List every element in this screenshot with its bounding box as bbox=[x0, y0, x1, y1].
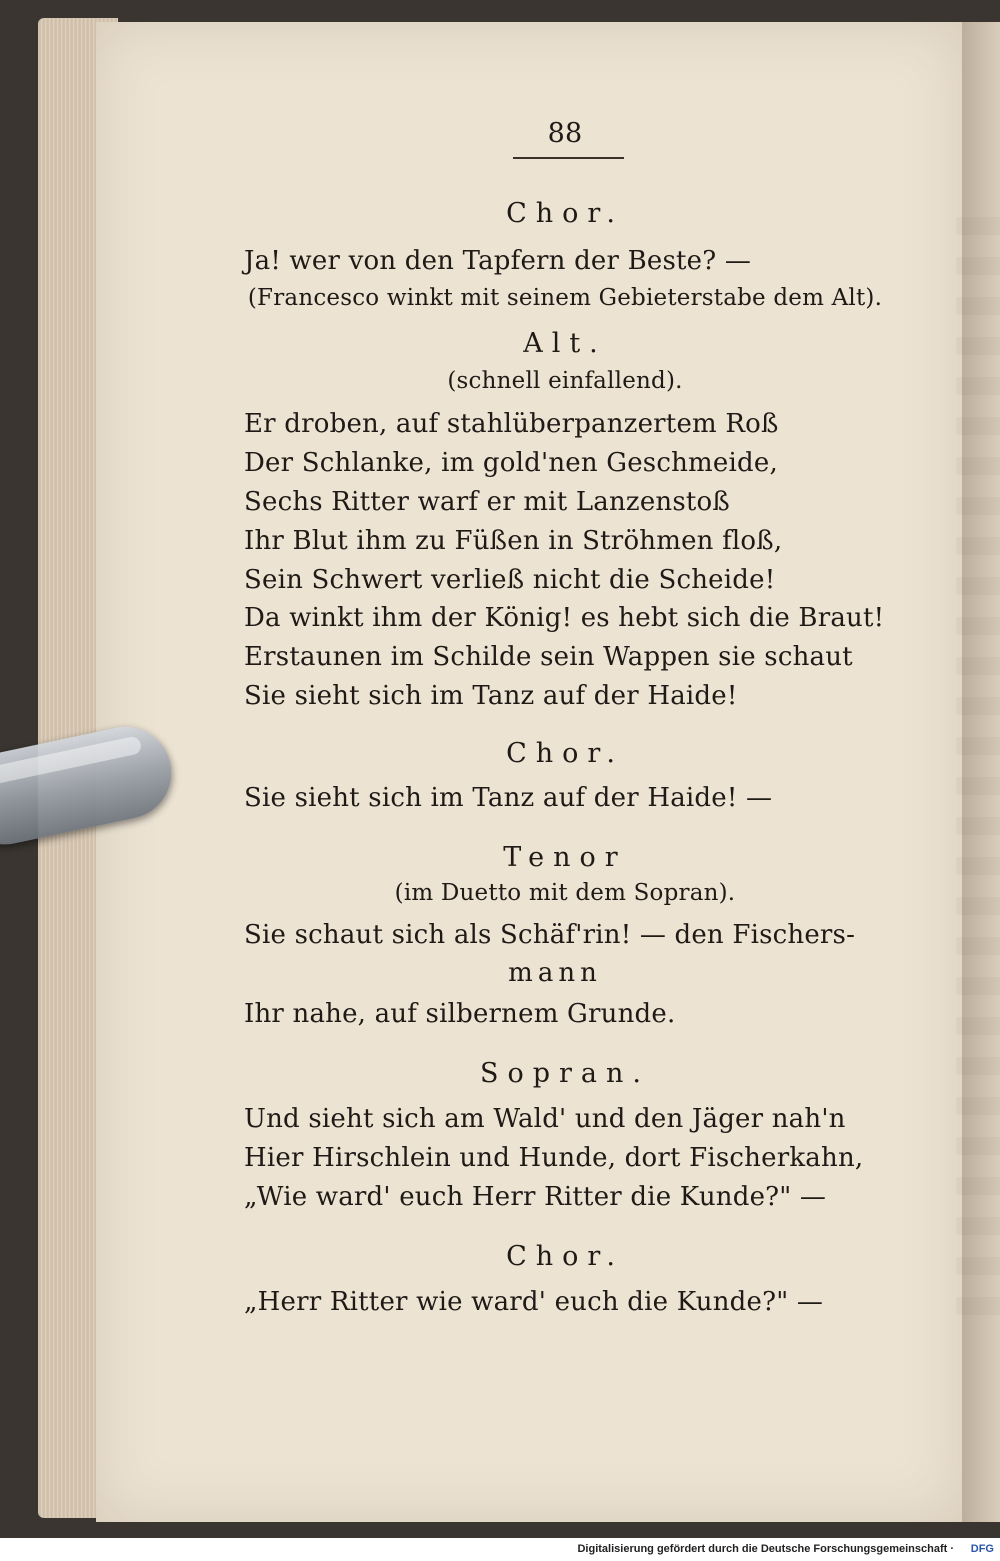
verse-line: Ja! wer von den Tapfern der Beste? — bbox=[244, 246, 752, 276]
stage-direction: (schnell einfallend). bbox=[447, 368, 683, 394]
verse-continuation: mann bbox=[508, 958, 602, 988]
verse-line: Sein Schwert verließ nicht die Scheide! bbox=[244, 565, 776, 595]
verse-line: Da winkt ihm der König! es hebt sich die Braut! bbox=[244, 603, 885, 633]
dfg-logo: DFG bbox=[970, 1543, 994, 1555]
verse-line: Sie sieht sich im Tanz auf der Haide! bbox=[244, 681, 738, 711]
verse-line: Und sieht sich am Wald' und den Jäger nah'n bbox=[244, 1104, 846, 1134]
stage-direction: (im Duetto mit dem Sopran). bbox=[394, 880, 736, 906]
stage-direction: (Francesco winkt mit seinem Gebieterstabe dem Alt). bbox=[247, 285, 883, 311]
verse-line: Ihr nahe, auf silbernem Grunde. bbox=[244, 999, 676, 1029]
funding-credit: Digitalisierung gefördert durch die Deutsche Forschungsgemeinschaft · bbox=[577, 1543, 954, 1555]
header-rule bbox=[513, 157, 624, 159]
speaker-heading: Sopran. bbox=[479, 1058, 650, 1089]
verse-line: Er droben, auf stahlüberpanzertem Roß bbox=[244, 409, 779, 439]
footer-bar bbox=[0, 1538, 1000, 1561]
verse-line: Sie sieht sich im Tanz auf der Haide! — bbox=[244, 783, 773, 813]
speaker-heading: Alt. bbox=[523, 328, 607, 359]
verse-line: Ihr Blut ihm zu Füßen in Ströhmen floß, bbox=[244, 526, 783, 556]
verse-line: „Wie ward' euch Herr Ritter die Kunde?" — bbox=[244, 1182, 827, 1212]
verse-line: „Herr Ritter wie ward' euch die Kunde?" — bbox=[244, 1287, 824, 1317]
verse-line: Sechs Ritter warf er mit Lanzenstoß bbox=[244, 487, 730, 517]
speaker-heading: Chor. bbox=[506, 198, 624, 229]
verse-line: Sie schaut sich als Schäf'rin! — den Fischers- bbox=[244, 920, 856, 950]
speaker-heading: Chor. bbox=[506, 1241, 624, 1272]
speaker-heading: Tenor bbox=[503, 842, 627, 873]
speaker-heading: Chor. bbox=[506, 738, 624, 769]
page-number: 88 bbox=[547, 118, 583, 149]
verse-line: Der Schlanke, im gold'nen Geschmeide, bbox=[244, 448, 778, 478]
verse-line: Hier Hirschlein und Hunde, dort Fischerkahn, bbox=[244, 1143, 864, 1173]
verse-line: Erstaunen im Schilde sein Wappen sie schaut bbox=[244, 642, 853, 672]
